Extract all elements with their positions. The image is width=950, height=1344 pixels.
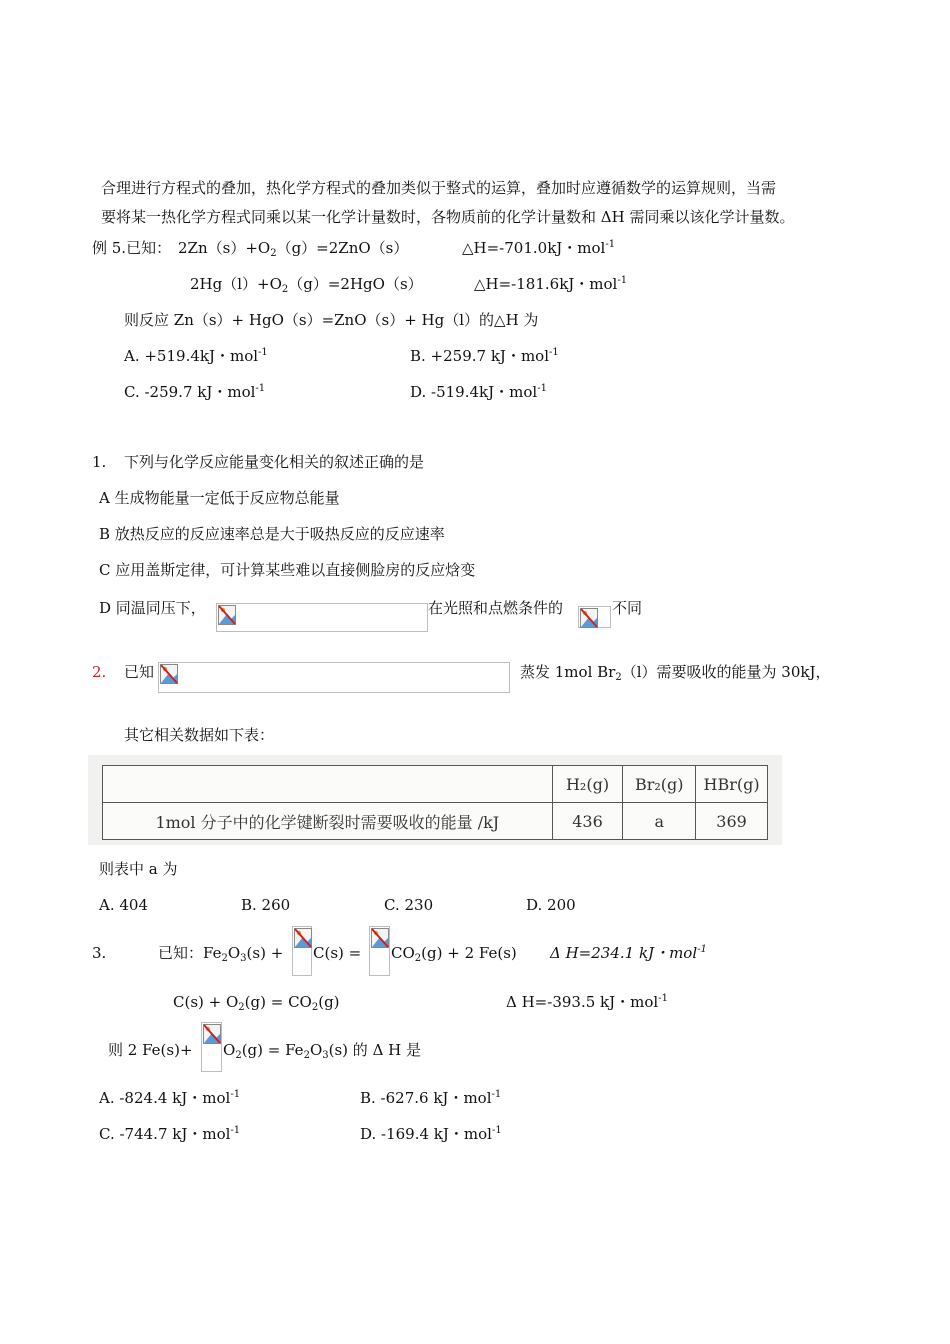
table-header-br2: Br₂(g): [623, 766, 696, 803]
broken-image-icon: [369, 926, 390, 976]
q1-number: 1.: [92, 453, 107, 471]
table-header-hbr: HBr(g): [696, 766, 768, 803]
energy-data-table-scan: [88, 755, 782, 845]
broken-image-icon: [578, 606, 611, 628]
q3-ask-start: 则 2 Fe(s)+: [108, 1041, 193, 1059]
q3-eq2: $C(s) + O_2(g) = CO_2(g)$: [173, 993, 340, 1013]
broken-image-icon: [292, 926, 312, 976]
q3-number: 3.: [92, 944, 107, 962]
q1-option-c: C 应用盖斯定律，可计算某些难以直接侧脸房的反应焓变: [99, 561, 476, 579]
q3-option-a: A. -824.4 kJ・mol$^{-1}$: [99, 1089, 241, 1107]
q1-option-d-part3: 不同: [612, 599, 643, 617]
q2-option-a: A. 404: [99, 896, 148, 914]
q3-option-c: C. -744.7 kJ・mol$^{-1}$: [99, 1125, 241, 1143]
q2-ask: 则表中 a 为: [99, 860, 178, 878]
example5-label: 例 5.已知：: [92, 239, 172, 257]
intro-line-2: 要将某一热化学方程式同乘以某一化学计量数时，各物质前的化学计量数和 ΔH 需同乘以该化学计量数。: [101, 208, 795, 226]
q3-option-b: B. -627.6 kJ・mol$^{-1}$: [360, 1089, 502, 1107]
broken-image-icon: [158, 662, 510, 693]
q3-option-d: D. -169.4 kJ・mol$^{-1}$: [360, 1125, 502, 1143]
q1-option-a: A 生成物能量一定低于反应物总能量: [99, 489, 340, 507]
example5-eq2: $2Hg(l)+O_2(g)=2HgO(s)$: [190, 275, 423, 295]
q3-eq2-dh: Δ H=-393.5 kJ・mol$^{-1}$: [506, 993, 668, 1011]
table-value-br2: a: [623, 803, 696, 840]
q1-option-b: B 放热反应的反应速率总是大于吸热反应的反应速率: [99, 525, 445, 543]
q3-eq1-start: 已知：$Fe_2O_3(s)$ +: [158, 944, 284, 964]
q1-stem: 下列与化学反应能量变化相关的叙述正确的是: [124, 453, 425, 471]
table-header-h2: H₂(g): [552, 766, 623, 803]
q3-ask-end: $O_2(g) = Fe_2O_3(s)$ 的 Δ H 是: [223, 1041, 422, 1061]
example5-eq1: $2Zn(s)+O_2(g)=2ZnO(s)$: [178, 239, 409, 259]
q2-option-c: C. 230: [384, 896, 434, 914]
q2-option-d: D. 200: [526, 896, 576, 914]
example5-eq2-dh: △H=-181.6kJ・mol$^{-1}$: [474, 275, 628, 293]
q2-option-b: B. 260: [241, 896, 291, 914]
q3-eq1-end: $CO_2(g) + 2$ Fe(s): [391, 944, 517, 964]
example5-option-c: C. -259.7 kJ・mol$^{-1}$: [124, 383, 266, 401]
table-value-h2: 436: [552, 803, 623, 840]
q2-text: 蒸发 1mol $Br_2(l)$需要吸收的能量为 30kJ，: [520, 663, 831, 683]
q3-eq1-dh: Δ H=234.1 kJ・mol$^{-1}$: [550, 944, 707, 962]
table-row-label: 1mol 分子中的化学键断裂时需要吸收的能量 /kJ: [103, 803, 553, 840]
q1-option-d-part2: 在光照和点燃条件的: [428, 599, 564, 617]
q1-option-d-part1: D 同温同压下，: [99, 599, 206, 617]
broken-image-icon: [201, 1022, 222, 1072]
table-value-hbr: 369: [696, 803, 768, 840]
broken-image-icon: [216, 603, 428, 632]
example5-question: 则反应 Zn（s）+ HgO（s）=ZnO（s）+ Hg（l）的△H 为: [124, 311, 539, 329]
example5-eq1-dh: △H=-701.0kJ・mol$^{-1}$: [462, 239, 616, 257]
example5-option-a: A. +519.4kJ・mol$^{-1}$: [124, 347, 268, 365]
q2-other-data: 其它相关数据如下表：: [124, 726, 275, 744]
energy-data-table: [102, 765, 768, 840]
example5-option-d: D. -519.4kJ・mol$^{-1}$: [410, 383, 547, 401]
q2-number: 2.: [92, 663, 107, 681]
example5-option-b: B. +259.7 kJ・mol$^{-1}$: [410, 347, 559, 365]
intro-line-1: 合理进行方程式的叠加，热化学方程式的叠加类似于整式的运算，叠加时应遵循数学的运算规则，当需: [101, 179, 777, 197]
q2-known: 已知: [124, 663, 155, 681]
q3-eq1-mid: C(s) =: [313, 944, 362, 962]
